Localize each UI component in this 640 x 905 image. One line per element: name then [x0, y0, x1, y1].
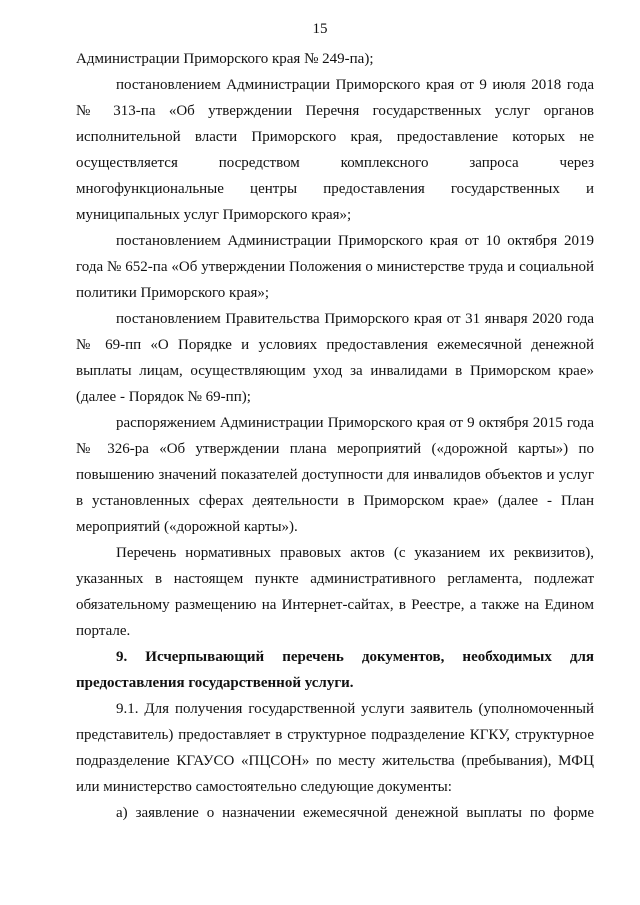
- paragraph-decree-69: постановлением Правительства Приморского края от 31 января 2020 года № 69-пп «О Порядке и условиях предоставления ежемесячной денежной выплаты лицам, осуществляющим уход за инвалидами в Приморском крае» (далее - Порядок № 69-пп);: [76, 311, 594, 405]
- paragraph-item-a: а) заявление о назначении ежемесячной денежной выплаты по форме: [116, 805, 594, 821]
- page-number: 15: [312, 21, 328, 37]
- paragraph-decree-652: постановлением Администрации Приморского края от 10 октября 2019 года № 652-па «Об утверждении Положения о министерстве труда и социальной политики Приморского края»;: [76, 233, 594, 301]
- paragraph-publication: Перечень нормативных правовых актов (с указанием их реквизитов), указанных в настоящем пункте административного регламента, подлежат обязательному размещению на Интернет-сайтах, в Реестре, а также на Едином портале.: [76, 545, 594, 639]
- document-body: [76, 46, 594, 826]
- section-heading-9: 9. Исчерпывающий перечень документов, необходимых для предоставления государственной услуги.: [76, 649, 594, 691]
- paragraph-decree-313: постановлением Администрации Приморского края от 9 июля 2018 года № 313-па «Об утверждении Перечня государственных услуг органов исполнительной власти Приморского края, предоставление которых не осуществляется посредством комплексного запроса через многофункциональные центры предоставления государственных и муниципальных услуг Приморского края»;: [76, 77, 594, 223]
- paragraph-9-1: 9.1. Для получения государственной услуги заявитель (уполномоченный представитель) предоставляет в структурное подразделение КГКУ, структурное подразделение КГАУСО «ПЦСОН» по месту жительства (пребывания), МФЦ или министерство самостоятельно следующие документы:: [76, 701, 594, 795]
- paragraph-continuation: Администрации Приморского края № 249-па);: [76, 51, 374, 67]
- paragraph-order-326: распоряжением Администрации Приморского края от 9 октября 2015 года № 326-ра «Об утверждении плана мероприятий («дорожной карты») по повышению значений показателей доступности для инвалидов объектов и услуг в установленных сферах деятельности в Приморском крае» (далее - План мероприятий («дорожной карты»).: [76, 415, 594, 535]
